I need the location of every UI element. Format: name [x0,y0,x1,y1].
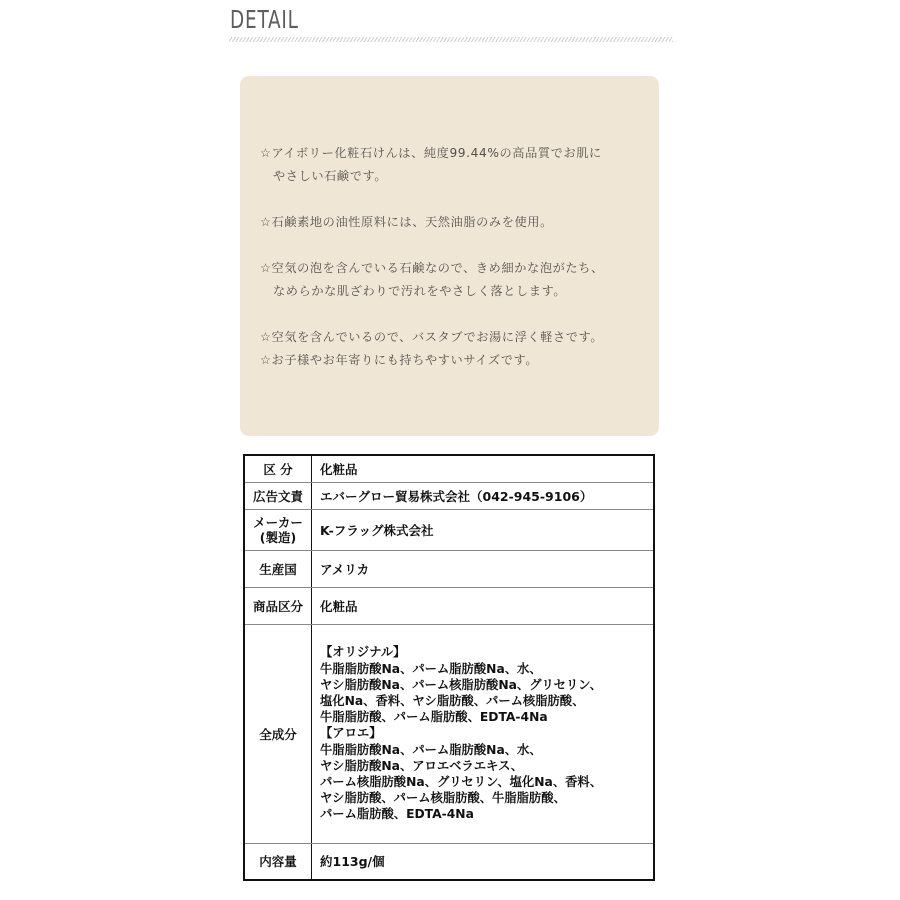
description-line: やさしい石鹸です。 [273,169,388,183]
row-value: K-フラッグ株式会社 [312,509,655,550]
table-row [244,843,654,880]
row-label [244,509,312,550]
ingredient-line: 【アロエ】 [320,726,382,741]
detail-section-header [229,6,673,42]
description-line: ☆お子様やお年寄りにも持ちやすいサイズです。 [260,353,539,367]
table-row [244,455,654,482]
table-row [244,587,654,624]
row-label: 生産国 [244,550,312,587]
description-paragraph [260,211,650,234]
row-label-line: (製造) [259,529,297,545]
ingredient-line: パーム核脂肪酸Na、グリセリン、塩化Na、香料、 [320,775,603,789]
row-label: 商品区分 [244,587,312,624]
table-row [244,482,654,509]
ingredient-line: 牛脂脂肪酸、パーム脂肪酸、EDTA-4Na [320,710,548,725]
row-label: 内容量 [244,843,312,880]
row-value: 化粧品 [312,587,655,624]
description-line: ☆空気の泡を含んでいる石鹸なので、きめ細かな泡がたち、 [260,261,604,275]
row-value: 化粧品 [312,455,655,482]
row-value: アメリカ [312,550,655,587]
description-line: ☆石鹸素地の油性原料には、天然油脂のみを使用。 [260,215,553,229]
row-value: エバーグロー貿易株式会社（042-945-9106） [312,482,655,509]
ingredient-line: ヤシ脂肪酸Na、アロエベラエキス、 [320,758,524,773]
row-value: 約113g/個 [312,843,655,880]
ingredient-line: 牛脂脂肪酸Na、パーム脂肪酸Na、水、 [320,742,542,757]
description-line: なめらかな肌ざわりで汚れをやさしく落とします。 [273,284,567,298]
ingredient-line: 【オリジナル】 [320,645,406,660]
ingredient-line: ヤシ脂肪酸Na、パーム核脂肪酸Na、グリセリン、 [320,677,602,692]
row-label: 全成分 [244,624,312,843]
spec-table [243,454,655,881]
description-paragraph [260,326,650,372]
row-label: 区 分 [244,455,312,482]
table-row [244,550,654,587]
section-title: DETAIL [230,5,299,34]
ingredient-line: ヤシ脂肪酸、パーム核脂肪酸、牛脂脂肪酸、 [320,791,566,806]
description-paragraph [260,257,650,303]
table-row [244,624,654,843]
row-label-line: メーカー [253,514,303,530]
hatched-divider [229,37,673,42]
description-paragraph [260,142,650,188]
ingredients-value [312,624,655,843]
ingredient-line: パーム脂肪酸、EDTA-4Na [320,807,474,822]
description-panel [240,76,659,436]
description-body [260,142,650,372]
ingredient-line: 牛脂脂肪酸Na、パーム脂肪酸Na、水、 [320,661,542,676]
description-line: ☆アイボリー化粧石けんは、純度99.44%の高品質でお肌に [260,146,602,160]
row-label: 広告文責 [244,482,312,509]
description-line: ☆空気を含んでいるので、バスタブでお湯に浮く軽さです。 [260,330,604,344]
ingredient-line: 塩化Na、香料、ヤシ脂肪酸、パーム核脂肪酸、 [320,693,585,708]
table-row [244,509,654,550]
